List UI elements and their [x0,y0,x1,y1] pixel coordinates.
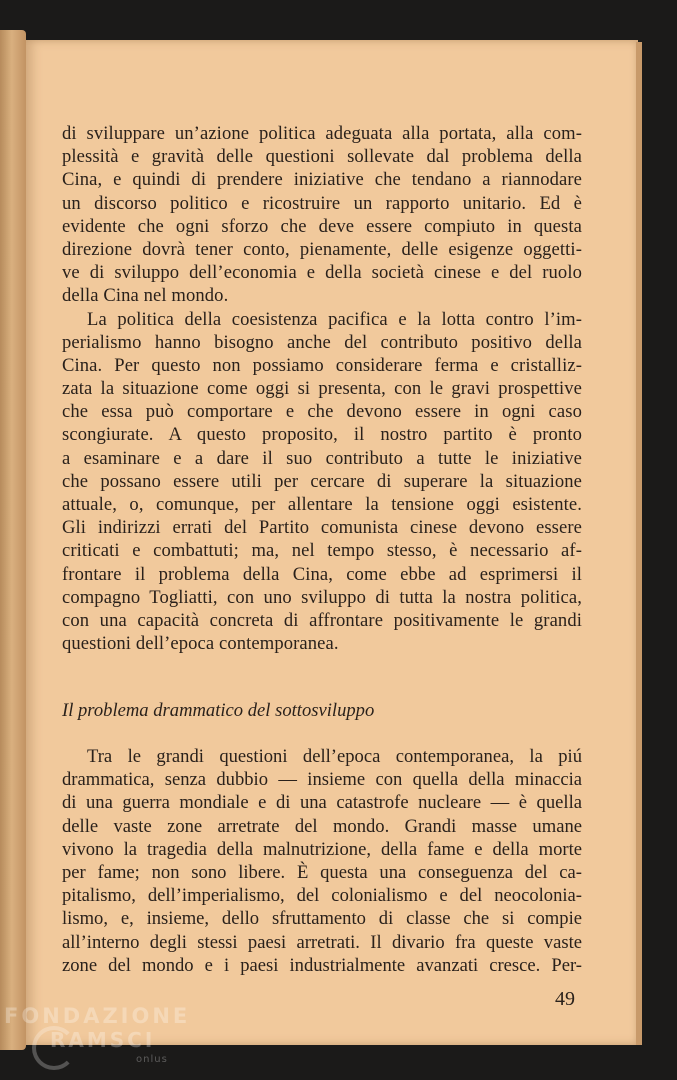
text-line: Cina, e quindi di prendere iniziative che tendano a riannodare [62,169,582,191]
text-line: per fame; non sono libere. È questa una conseguenza del ca- [62,861,582,883]
text-line: zata la situazione come oggi si presenta, con le gravi prospettive [62,378,582,400]
text-line: Gli indirizzi errati del Partito comunista cinese devono essere [62,517,582,539]
text-line: perialismo hanno bisogno anche del contributo positivo della [62,331,582,353]
text-line: scongiurate. A questo proposito, il nostro partito è pronto [62,424,582,446]
text-line: che possano essere utili per cercare di superare la situazione [62,470,582,492]
text-line: che essa può comportare e che devono essere in ogni caso [62,401,582,423]
text-line: evidente che ogni sforzo che deve essere compiuto in questa [62,215,582,237]
text-line: di una guerra mondiale e di una catastrofe nucleare — è quella [62,792,582,814]
text-line: zone del mondo e i paesi industrialmente avanzati cresce. Per- [62,954,582,976]
watermark-logo [4,1004,191,1065]
text-line: con una capacità concreta di affrontare positivamente le grandi [62,609,582,631]
text-line: all’interno degli stessi paesi arretrati. Il divario fra queste vaste [62,931,582,953]
watermark-g-icon [32,1026,76,1070]
page-edge [636,42,642,1045]
watermark-line-3: onlus [136,1054,168,1065]
text-line: ve di sviluppo dell’economia e della società cinese e del ruolo [62,262,582,284]
text-line: criticati e combattuti; ma, nel tempo stesso, è necessario af- [62,540,582,562]
text-line: a esaminare e a dare il suo contributo a tutte le iniziative [62,447,582,469]
text-line: drammatica, senza dubbio — insieme con quella della minaccia [62,769,582,791]
text-line: di sviluppare un’azione politica adeguata alla portata, alla com- [62,123,582,144]
body-text-upper [62,122,582,655]
watermark-line-1: FONDAZIONE [4,1004,191,1028]
text-line: La politica della coesistenza pacifica e la lotta contro l’im- [87,308,582,330]
text-line: direzione dovrà tener conto, pienamente, delle esigenze oggetti- [62,238,582,260]
text-line: compagno Togliatti, con uno sviluppo di tutta la nostra politica, [62,586,582,608]
text-line: questioni dell’epoca contemporanea. [62,633,339,655]
text-line: Cina. Per questo non possiamo considerare ferma e cristalliz- [62,354,582,376]
text-line: Tra le grandi questioni dell’epoca contemporanea, la piú [87,746,582,767]
page-number: 49 [555,988,575,1010]
text-line: frontare il problema della Cina, come ebbe ad esprimersi il [62,563,582,585]
section-heading: Il problema drammatico del sottosviluppo [62,700,375,721]
body-text-lower [62,745,582,977]
text-line: vivono la tragedia della malnutrizione, della fame e della morte [62,838,582,860]
text-line: attuale, o, comunque, per allentare la tensione oggi esistente. [62,494,582,515]
text-line: pitalismo, dell’imperialismo, del colonialismo e del neocolonia- [62,885,582,907]
watermark-line-2: RAMSCI [50,1028,156,1052]
book-spine-edge [0,30,26,1050]
text-line: un discorso politico e ricostruire un rapporto unitario. Ed è [62,192,582,214]
text-line: plessità e gravità delle questioni sollevate dal problema della [62,146,582,168]
text-line: lismo, e, insieme, dello sfruttamento di classe che si compie [62,908,582,930]
text-line: delle vaste zone arretrate del mondo. Grandi masse umane [62,815,582,837]
text-line: della Cina nel mondo. [62,285,229,307]
